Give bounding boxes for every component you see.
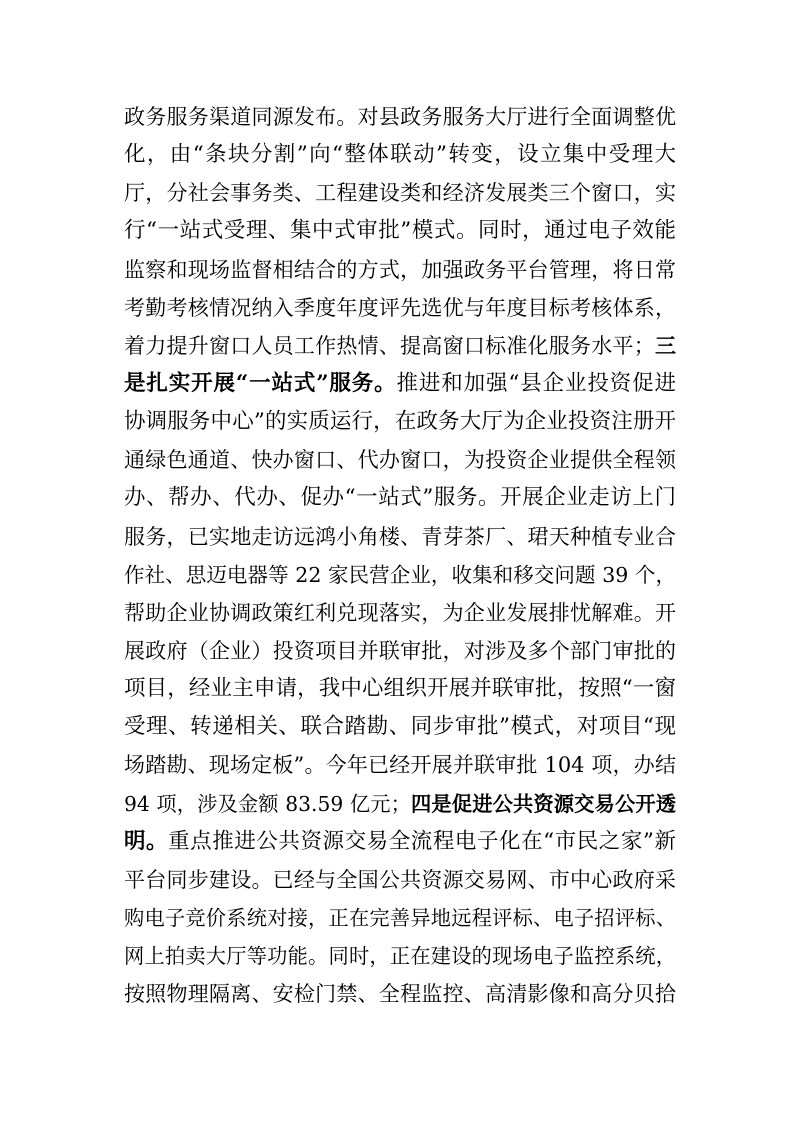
text-line (124, 556, 676, 594)
text-line (124, 479, 676, 517)
text-segment: 行“一站式受理、集中式审批”模式。同时，通过电子效能 (124, 218, 676, 244)
text-line (124, 174, 676, 212)
text-segment: 网上拍卖大厅等功能。同时，正在建设的现场电子监控系统， (124, 944, 676, 969)
text-line (124, 251, 676, 289)
text-line (124, 212, 676, 250)
text-segment: 着力提升窗口人员工作热情、提高窗口标准化服务水平； (124, 333, 655, 358)
text-segment: 重点推进公共资源交易全流程电子化在“市民之家”新 (168, 828, 676, 854)
text-line (124, 785, 676, 823)
text-segment: 服务，已实地走访远鸿小角楼、青芽茶厂、珺天种植专业合 (124, 524, 676, 549)
text-segment: 通绿色通道、快办窗口、代办窗口，为投资企业提供全程领 (124, 448, 676, 473)
text-segment: 受理、转递相关、联合踏勘、同步审批”模式，对项目“现 (124, 714, 676, 740)
text-segment: 推进和加强“县企业投资促进 (396, 370, 676, 396)
text-line (124, 403, 676, 441)
text-line (124, 861, 676, 899)
text-line (124, 327, 676, 365)
text-line (124, 746, 676, 784)
text-segment: 厅，分社会事务类、工程建设类和经济发展类三个窗口，实 (124, 181, 676, 206)
bold-text-segment: 明。 (124, 828, 169, 854)
text-line (124, 708, 676, 746)
text-segment: 监察和现场监督相结合的方式，加强政务平台管理，将日常 (124, 257, 676, 282)
text-segment: 协调服务中心”的实质运行，在政务大厅为企业投资注册开 (124, 409, 676, 435)
text-line (124, 518, 676, 556)
text-segment: 场踏勘、现场定板”。今年已经开展并联审批 104 项，办结 (124, 753, 676, 778)
text-segment: 办、帮办、代办、促办“一站式”服务。开展企业走访上门 (124, 485, 676, 511)
text-segment: 作社、思迈电器等 22 家民营企业，收集和移交问题 39 个， (124, 562, 676, 587)
text-segment: 展政府（企业）投资项目并联审批，对涉及多个部门审批的 (124, 638, 676, 663)
bold-text-segment: 是扎实开展“一站式”服务。 (124, 370, 397, 396)
text-line (124, 899, 676, 937)
text-segment: 项目，经业主申请，我中心组织开展并联审批，按照“一窗 (124, 676, 676, 702)
text-line (124, 594, 676, 632)
text-line (124, 136, 676, 174)
text-segment: 购电子竞价系统对接，正在完善异地远程评标、电子招评标、 (124, 905, 676, 930)
text-line (124, 937, 676, 975)
text-line (124, 823, 676, 861)
text-line (124, 98, 676, 136)
bold-text-segment: 四是促进公共资源交易公开透 (410, 791, 676, 816)
body-text (124, 98, 676, 1013)
text-segment: 平台同步建设。已经与全国公共资源交易网、市中心政府采 (124, 867, 676, 892)
text-line (124, 975, 676, 1013)
text-segment: 政务服务渠道同源发布。对县政务服务大厅进行全面调整优 (124, 105, 676, 129)
text-segment: 考勤考核情况纳入季度年度评先选优与年度目标考核体系， (124, 295, 676, 320)
text-line (124, 289, 676, 327)
text-segment: 94 项，涉及金额 83.59 亿元； (124, 791, 411, 816)
text-segment: 帮助企业协调政策红利兑现落实，为企业发展排忧解难。开 (124, 600, 676, 625)
bold-text-segment: 三 (654, 332, 677, 358)
text-line (124, 632, 676, 670)
text-segment: 按照物理隔离、安检门禁、全程监控、高清影像和高分贝拾 (124, 982, 676, 1007)
text-line (124, 441, 676, 479)
text-line (124, 670, 676, 708)
text-segment: 化，由“条块分割”向“整体联动”转变，设立集中受理大 (124, 142, 676, 168)
text-line (124, 365, 676, 403)
